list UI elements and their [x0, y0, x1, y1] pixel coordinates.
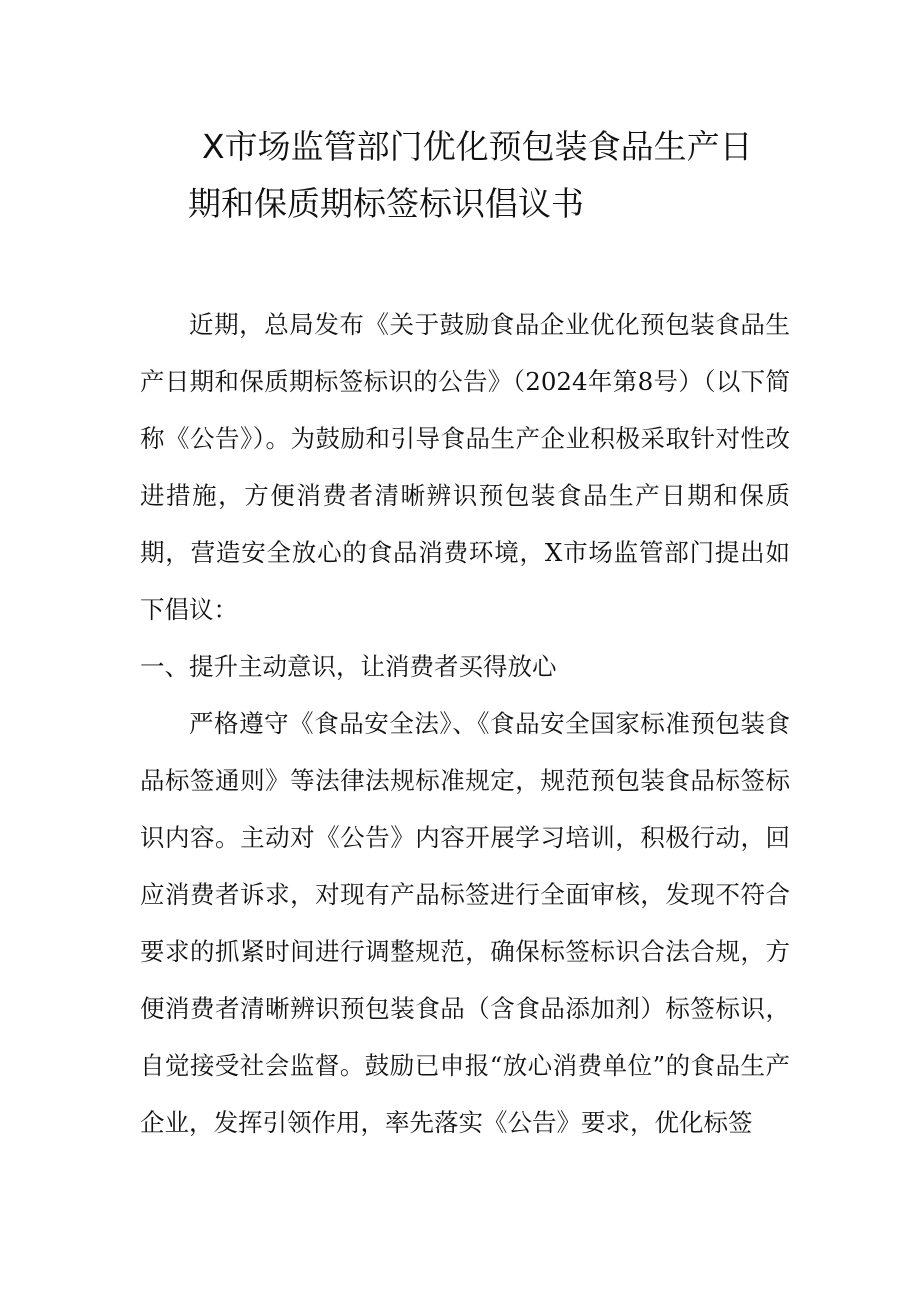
title-line-1: X市场监管部门优化预包装食品生产日	[202, 127, 753, 166]
title-line-2: 期和保质期标签标识倡议书	[188, 184, 584, 223]
intro-paragraph: 近期，总局发布《关于鼓励食品企业优化预包装食品生产日期和保质期标签标识的公告》（2024年第8号）（以下简称《公告》）。为鼓励和引导食品生产企业积极采取针对性改进措施，方便消费者清晰辨识预包装食品生产日期和保质期，营造安全放心的食品消费环境，X市场监管部门提出如下倡议：	[140, 310, 790, 624]
document-title	[140, 118, 780, 232]
section-heading-1: 一、提升主动意识，让消费者买得放心	[140, 652, 557, 681]
section-1-paragraph: 严格遵守《食品安全法》、《食品安全国家标准预包装食品标签通则》等法律法规标准规定，规范预包装食品标签标识内容。主动对《公告》内容开展学习培训，积极行动，回应消费者诉求，对现有产品标签进行全面审核，发现不符合要求的抓紧时间进行调整规范，确保标签标识合法合规，方便消费者清晰辨识预包装食品（含食品添加剂）标签标识，自觉接受社会监督。鼓励已申报“放心消费单位”的食品生产企业，发挥引领作用，率先落实《公告》要求，优化标签	[140, 709, 790, 1137]
document-body	[140, 296, 790, 1151]
